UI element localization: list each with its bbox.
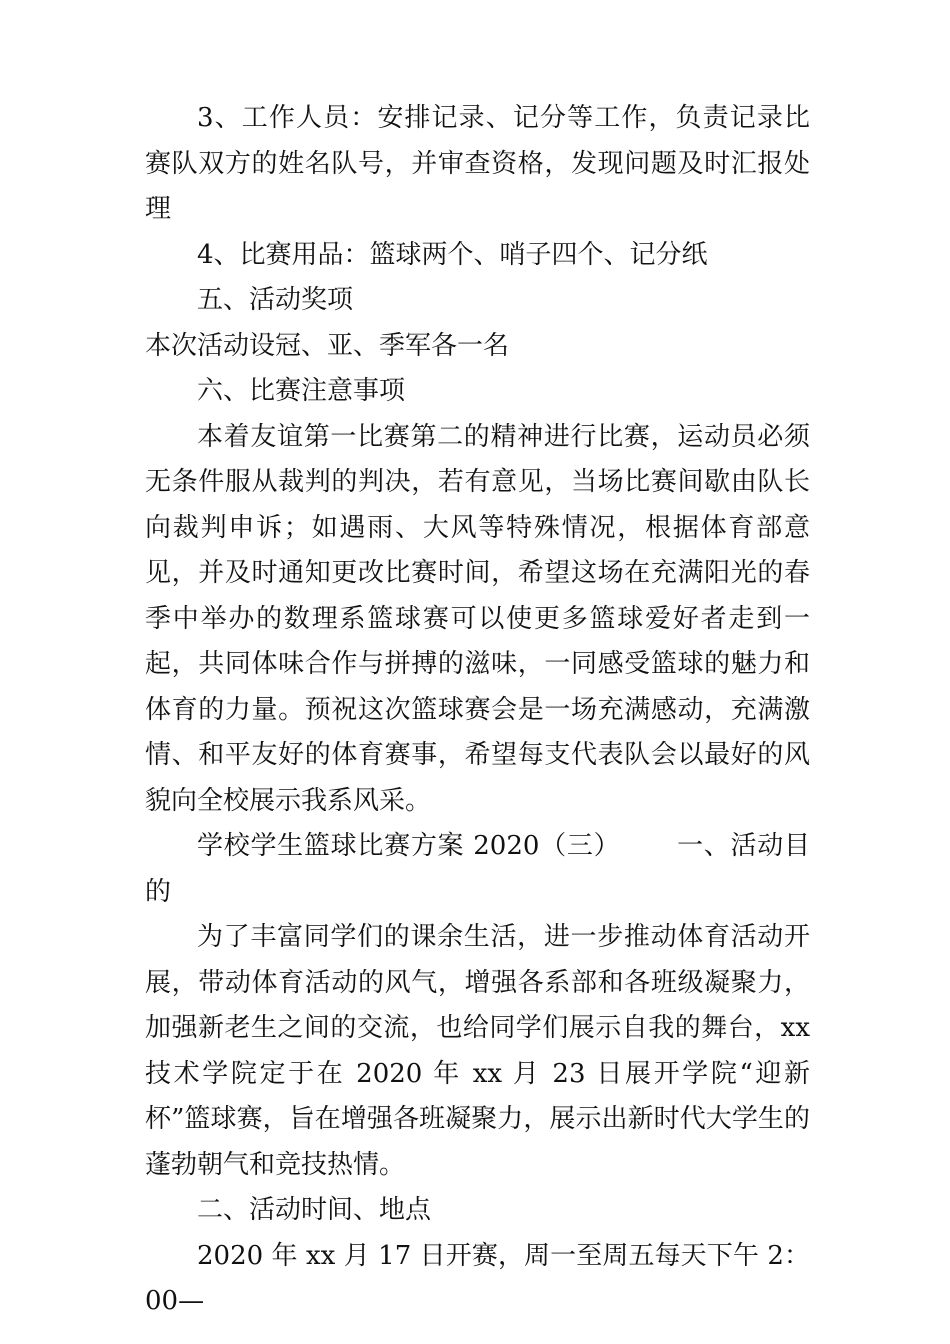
paragraph-time: 2020 年 xx 月 17 日开赛，周一至周五每天下午 2：00— (145, 1240, 810, 1316)
heading-awards: 五、活动奖项 (197, 285, 354, 315)
paragraph-staff: 3、工作人员：安排记录、记分等工作，负责记录比赛队双方的姓名队号，并审查资格，发现问题及时汇报处理 (145, 103, 810, 224)
paragraph-notes: 本着友谊第一比赛第二的精神进行比赛，运动员必须无条件服从裁判的判决，若有意见，当场比赛间歇由队长向裁判申诉；如遇雨、大风等特殊情况，根据体育部意见，并及时通知更改比赛时间，希望这场在充满阳光的春季中举办的数理系篮球赛可以使更多篮球爱好者走到一起，共同体味合作与拼搏的滋味，一同感受篮球的魅力和体育的力量。预祝这次篮球赛会是一场充满感动，充满激情、和平友好的体育赛事，希望每支代表队会以最好的风貌向全校展示我系风采。 (145, 421, 810, 816)
paragraph-purpose: 为了丰富同学们的课余生活，进一步推动体育活动开展，带动体育活动的风气，增强各系部和各班级凝聚力，加强新老生之间的交流，也给同学们展示自我的舞台，xx 技术学院定于在 2020 年 xx 月 23 日展开学院“迎新杯”篮球赛，旨在增强各班凝聚力，展示出新时代大学生的蓬勃朝气和竞技热情。 (145, 922, 810, 1180)
paragraph-equipment: 4、比赛用品：篮球两个、哨子四个、记分纸 (197, 239, 708, 270)
paragraph-awards: 本次活动设冠、亚、季军各一名 (145, 330, 510, 361)
heading-purpose: 一、活动目的 (145, 831, 810, 907)
document-body (145, 96, 810, 1325)
heading-time-place: 二、活动时间、地点 (197, 1195, 432, 1225)
heading-notes: 六、比赛注意事项 (197, 376, 406, 406)
section-title-line (145, 824, 810, 915)
section-title: 学校学生篮球比赛方案 2020（三） (197, 831, 621, 861)
